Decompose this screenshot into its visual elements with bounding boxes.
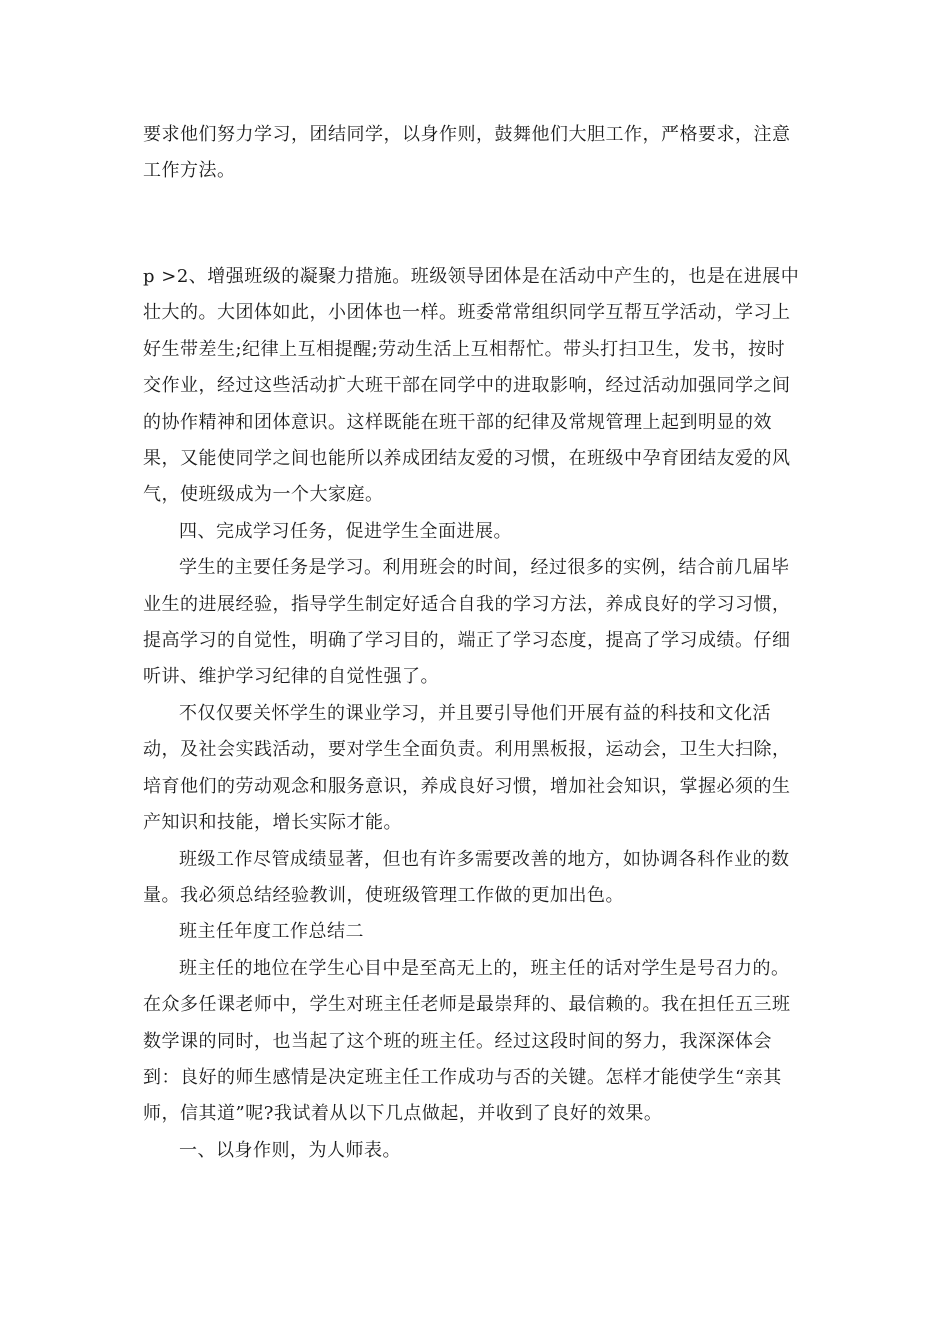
paragraph-continuation: 要求他们努力学习，团结同学，以身作则，鼓舞他们大胆工作，严格要求，注意工作方法。 <box>143 124 791 182</box>
paragraph-teacher-role: 班主任的地位在学生心目中是至高无上的，班主任的话对学生是号召力的。在众多任课老师中，学生对班主任老师是最崇拜的、最信赖的。我在担任五三班数学课的同时，也当起了这个班的班主任。经过这段时间的努力，我深深体会到：良好的师生感情是决定班主任工作成功与否的关键。怎样才能使学生“亲其师，信其道”呢?我试着从以下几点做起，并收到了良好的效果。 <box>143 957 791 1125</box>
paragraph-study-tasks: 学生的主要任务是学习。利用班会的时间，经过很多的实例，结合前几届毕业生的进展经验，指导学生制定好适合自我的学习方法，养成良好的学习习惯，提高学习的自觉性，明确了学习目的，端正了学习态度，提高了学习成绩。仔细听讲、维护学习纪律的自觉性强了。 <box>143 557 791 688</box>
paragraph-all-round-development: 不仅仅要关怀学生的课业学习，并且要引导他们开展有益的科技和文化活动，及社会实践活动，要对学生全面负责。利用黑板报，运动会，卫生大扫除，培育他们的劳动观念和服务意识，养成良好习惯，增加社会知识，掌握必须的生产知识和技能，增长实际才能。 <box>143 702 791 834</box>
text-block-top <box>143 117 803 190</box>
section-heading-lead-by-example: 一、以身作则，为人师表。 <box>179 1139 401 1161</box>
paragraph-cohesion-measures: p >2、增强班级的凝聚力措施。班级领导团体是在活动中产生的，也是在进展中壮大的。大团体如此，小团体也一样。班委常常组织同学互帮互学活动，学习上好生带差生;纪律上互相提醒;劳动生活上互相帮忙。带头打扫卫生，发书，按时交作业，经过这些活动扩大班干部在同学中的进取影响，经过活动加强同学之间的协作精神和团体意识。这样既能在班干部的纪律及常规管理上起到明显的效果，又能使同学之间也能所以养成团结友爱的习惯，在班级中孕育团结友爱的风气，使班级成为一个大家庭。 <box>143 266 800 506</box>
section-heading-study-tasks: 四、完成学习任务，促进学生全面进展。 <box>179 520 512 542</box>
paragraph-improvements: 班级工作尽管成绩显著，但也有许多需要改善的地方，如协调各科作业的数量。我必须总结经验教训，使班级管理工作做的更加出色。 <box>143 848 790 906</box>
section-title-summary-two: 班主任年度工作总结二 <box>179 921 364 943</box>
text-block-main <box>143 259 803 1169</box>
